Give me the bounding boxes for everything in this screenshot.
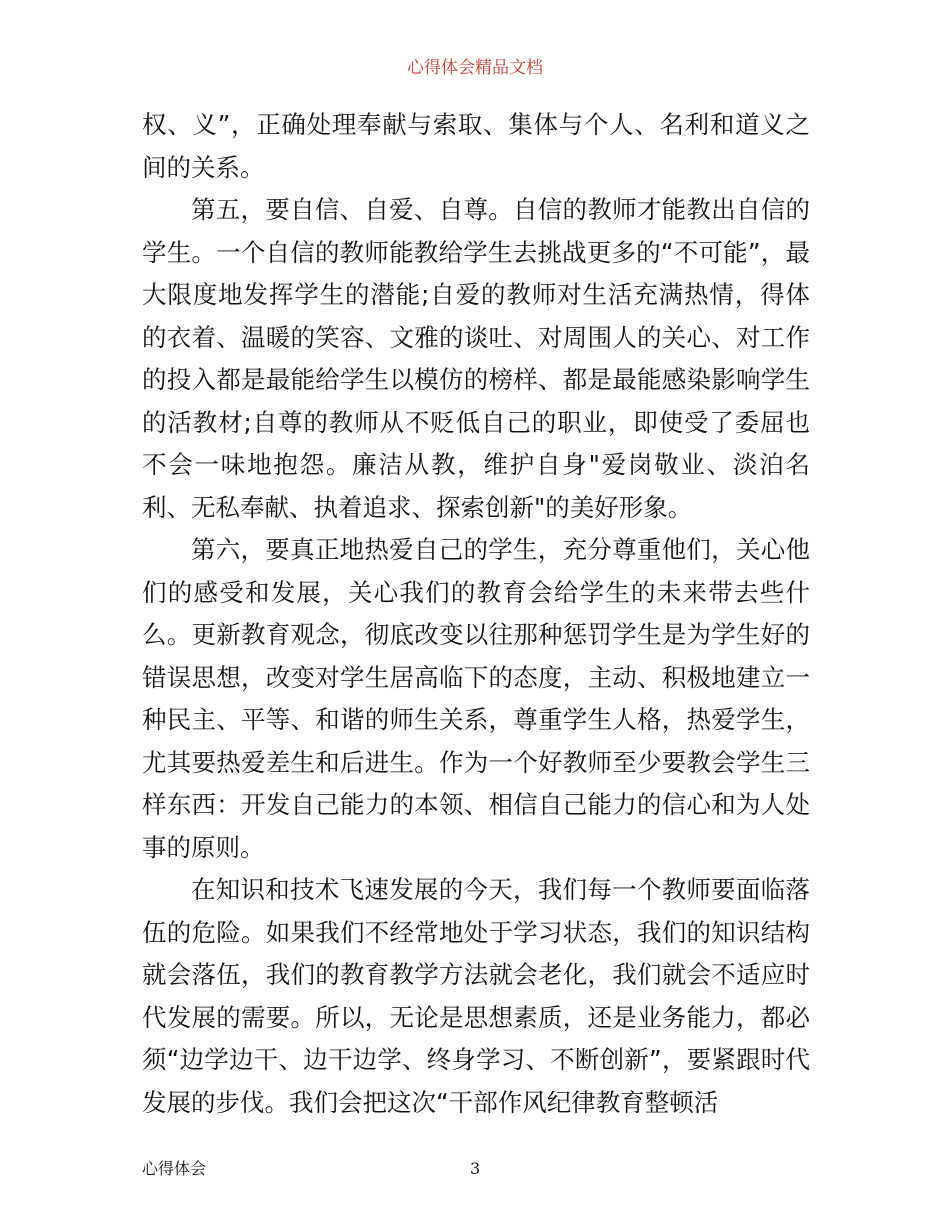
document-body <box>142 104 810 1124</box>
paragraph-continued: 权、义”，正确处理奉献与索取、集体与个人、名利和道义之间的关系。 <box>142 110 810 182</box>
footer-label: 心得体会 <box>142 1159 207 1178</box>
page-number: 3 <box>470 1159 481 1178</box>
page-footer <box>142 1157 810 1181</box>
paragraph-sixth-point: 第六，要真正地热爱自己的学生，充分尊重他们，关心他们的感受和发展，关心我们的教育会给学生的未来带去些什么。更新教育观念，彻底改变以往那种惩罚学生是为学生好的错误思想，改变对学生居高临下的态度，主动、积极地建立一种民主、平等、和谐的师生关系，尊重学生人格，热爱学生，尤其要热爱差生和后进生。作为一个好教师至少要教会学生三样东西：开发自己能力的本领、相信自己能力的信心和为人处事的原则。 <box>142 535 810 862</box>
paragraph-knowledge-technology: 在知识和技术飞速发展的今天，我们每一个教师要面临落伍的危险。如果我们不经常地处于学习状态，我们的知识结构就会落伍，我们的教育教学方法就会老化，我们就会不适应时代发展的需要。所以，无论是思想素质，还是业务能力，都必须“边学边干、边干边学、终身学习、不断创新”，要紧跟时代发展的步伐。我们会把这次“干部作风纪律教育整顿活 <box>142 875 810 1117</box>
page-header-title: 心得体会精品文档 <box>407 58 543 78</box>
paragraph-fifth-point: 第五，要自信、自爱、自尊。自信的教师才能教出自信的学生。一个自信的教师能教给学生去挑战更多的“不可能”，最大限度地发挥学生的潜能;自爱的教师对生活充满热情，得体的衣着、温暖的笑容、文雅的谈吐、对周围人的关心、对工作的投入都是最能给学生以模仿的榜样、都是最能感染影响学生的活教材;自尊的教师从不贬低自己的职业，即使受了委屈也不会一味地抱怨。廉洁从教，维护自身"爱岗敬业、淡泊名利、无私奉献、执着追求、探索创新"的美好形象。 <box>142 195 810 522</box>
